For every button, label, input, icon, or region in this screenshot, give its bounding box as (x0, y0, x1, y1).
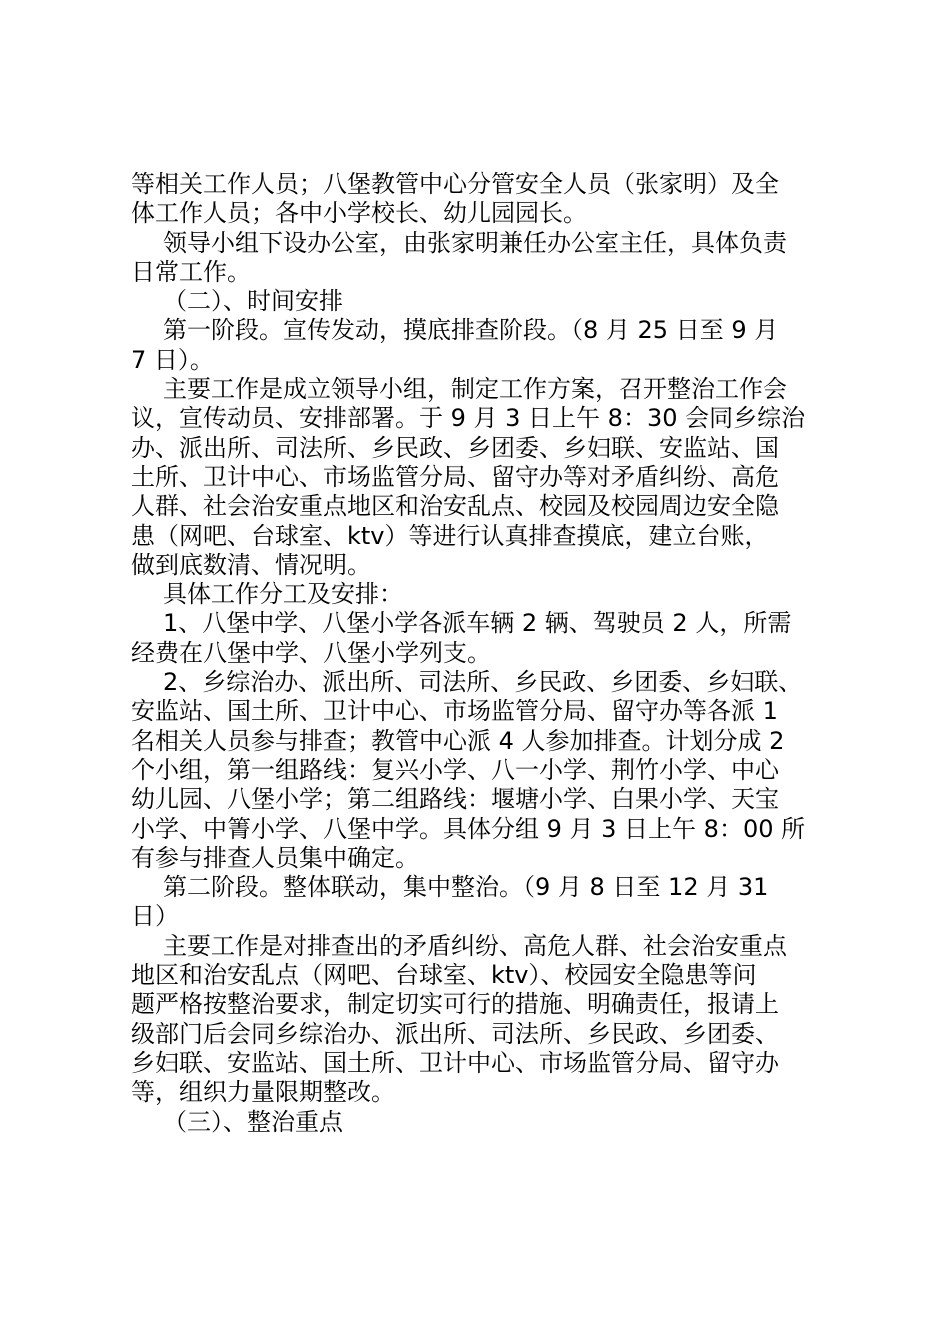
text-line: 级部门后会同乡综治办、派出所、司法所、乡民政、乡团委、 (131, 1019, 779, 1048)
text-line: 题严格按整治要求，制定切实可行的措施、明确责任，报请上 (131, 990, 779, 1019)
text-line: 患（网吧、台球室、ktv）等进行认真排查摸底，建立台账， (131, 521, 769, 550)
text-line: 议，宣传动员、安排部署。于 9 月 3 日上午 8：30 会同乡综治 (131, 404, 806, 433)
text-line: 人群、社会治安重点地区和治安乱点、校园及校园周边安全隐 (131, 492, 779, 521)
paragraph-start-line: 领导小组下设办公室，由张家明兼任办公室主任，具体负责 (163, 228, 787, 257)
text-line: 乡妇联、安监站、国土所、卫计中心、市场监管分局、留守办 (131, 1048, 779, 1077)
paragraph-start-line: 具体工作分工及安排： (163, 580, 403, 609)
paragraph-start-line: 2、乡综治办、派出所、司法所、乡民政、乡团委、乡妇联、 (163, 668, 803, 697)
text-line: 等相关工作人员；八堡教管中心分管安全人员（张家明）及全 (131, 170, 779, 198)
paragraph-start-line: 第二阶段。整体联动，集中整治。（9 月 8 日至 12 月 31 (163, 873, 769, 902)
text-line: 经费在八堡中学、八堡小学列支。 (131, 638, 491, 667)
text-line: 名相关人员参与排查；教管中心派 4 人参加排查。计划分成 2 (131, 726, 785, 755)
text-line: 幼儿园、八堡小学；第二组路线：堰塘小学、白果小学、天宝 (131, 785, 779, 814)
paragraph-start-line: 第一阶段。宣传发动，摸底排查阶段。（8 月 25 日至 9 月 (163, 316, 779, 345)
text-line: 安监站、国土所、卫计中心、市场监管分局、留守办等各派 1 (131, 697, 778, 726)
text-line: 有参与排查人员集中确定。 (131, 843, 419, 872)
text-line: 个小组，第一组路线：复兴小学、八一小学、荆竹小学、中心 (131, 755, 779, 784)
text-line: 地区和治安乱点（网吧、台球室、ktv）、校园安全隐患等问 (131, 961, 757, 990)
text-line: 日常工作。 (131, 257, 251, 286)
text-line: 办、派出所、司法所、乡民政、乡团委、乡妇联、安监站、国 (131, 433, 779, 462)
text-line: 小学、中箐小学、八堡中学。具体分组 9 月 3 日上午 8：00 所 (131, 814, 806, 843)
paragraph-start-line: 主要工作是成立领导小组，制定工作方案，召开整治工作会 (163, 375, 787, 404)
text-line: 做到底数清、情况明。 (131, 550, 371, 579)
section-heading-rectification-focus: （三）、整治重点 (163, 1107, 343, 1136)
section-heading-time-arrangement: （二）、时间安排 (163, 287, 343, 316)
text-line: 日） (131, 902, 179, 931)
body-text (131, 170, 831, 1137)
paragraph-start-line: 主要工作是对排查出的矛盾纠纷、高危人群、社会治安重点 (163, 931, 787, 960)
text-line: 等，组织力量限期整改。 (131, 1078, 395, 1107)
paragraph-start-line: 1、八堡中学、八堡小学各派车辆 2 辆、驾驶员 2 人，所需 (163, 609, 792, 638)
text-line: 体工作人员；各中小学校长、幼儿园园长。 (131, 199, 587, 228)
text-line: 土所、卫计中心、市场监管分局、留守办等对矛盾纠纷、高危 (131, 462, 779, 491)
text-line: 7 日）。 (131, 345, 214, 374)
